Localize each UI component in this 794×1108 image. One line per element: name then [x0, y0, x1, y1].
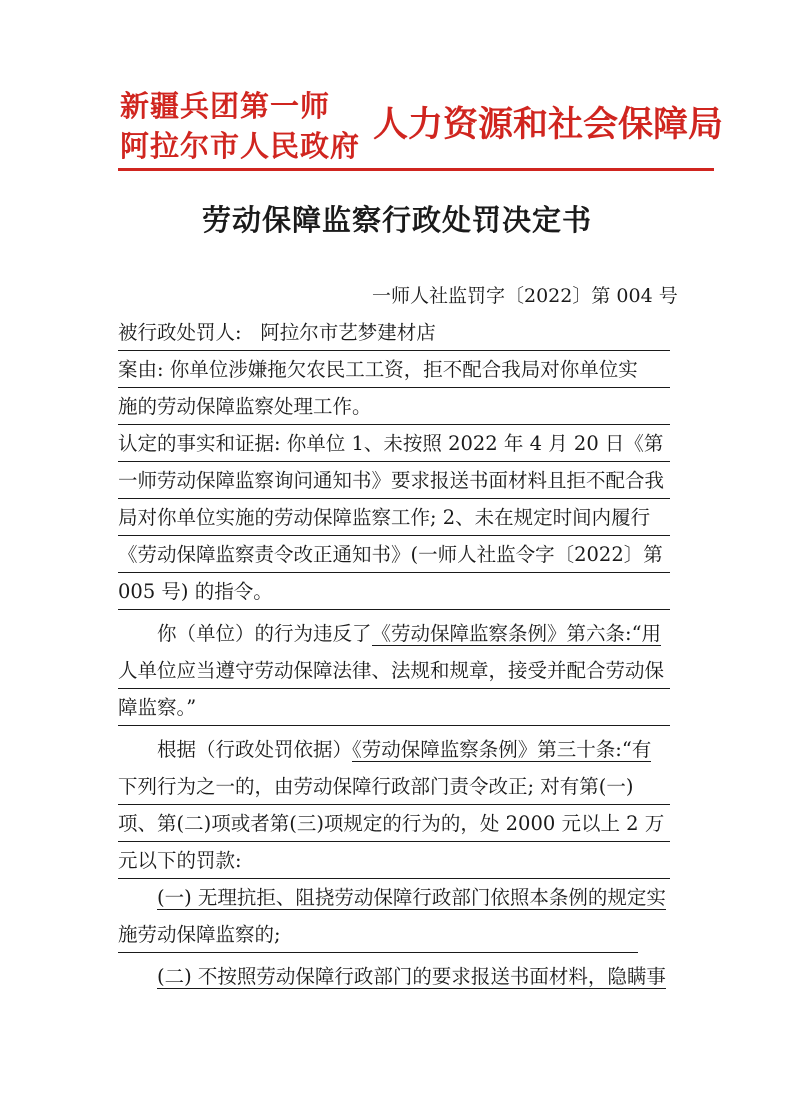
penalized-party-label: 被行政处罚人: — [118, 321, 242, 344]
basis-intro: 根据（行政处罚依据） — [157, 738, 353, 761]
body-line — [118, 429, 670, 462]
case-reason-label: 案由: — [118, 358, 164, 381]
facts-label: 认定的事实和证据: — [118, 432, 281, 455]
violation-intro: 你（单位）的行为违反了 — [157, 622, 372, 645]
body-line: 005 号) 的指令。 — [118, 577, 670, 610]
letterhead-org — [120, 86, 360, 166]
body-line — [118, 883, 709, 915]
body-line — [118, 962, 709, 994]
body-line — [118, 355, 670, 388]
body-line: 施的劳动保障监察处理工作。 — [118, 392, 670, 425]
body-line: 局对你单位实施的劳动保障监察工作; 2、未在规定时间内履行 — [118, 503, 670, 536]
penalty-basis: 《劳动保障监察条例》第三十条:“有 — [352, 738, 652, 761]
body-line: 下列行为之一的，由劳动保障行政部门责令改正; 对有第(一) — [118, 772, 670, 805]
document-number: 一师人社监罚字〔2022〕第 004 号 — [372, 285, 678, 307]
document-title: 劳动保障监察行政处罚决定书 — [201, 203, 592, 237]
violated-regulation: 《劳动保障监察条例》第六条:“用 — [371, 622, 662, 645]
body-line: 《劳动保障监察责令改正通知书》(一师人社监令字〔2022〕第 — [118, 540, 670, 573]
org-line-1: 新疆兵团第一师 — [120, 89, 331, 123]
org-line-2: 阿拉尔市人民政府 — [120, 129, 361, 163]
body-line: 元以下的罚款: — [118, 846, 670, 879]
clause-item-1: (一) 无理抗拒、阻挠劳动保障行政部门依照本条例的规定实 — [157, 886, 666, 909]
letterhead-rule — [118, 168, 714, 171]
body-line: 一师劳动保障监察询问通知书》要求报送书面材料且拒不配合我 — [118, 466, 670, 499]
letterhead — [120, 86, 724, 166]
penalized-party-value: 阿拉尔市艺梦建材店 — [260, 321, 436, 344]
body-line: 人单位应当遵守劳动保障法律、法规和规章，接受并配合劳动保 — [118, 656, 670, 689]
letterhead-bureau: 人力资源和社会保障局 — [373, 104, 724, 145]
body-line: 项、第(二)项或者第(三)项规定的行为的，处 2000 元以上 2 万 — [118, 809, 670, 842]
body-line: 障监察。” — [118, 693, 670, 726]
body-line — [118, 619, 709, 651]
facts-value: 你单位 1、未按照 2022 年 4 月 20 日《第 — [286, 432, 664, 455]
body-line — [118, 318, 670, 351]
body-line — [118, 735, 709, 767]
body-line: 施劳动保障监察的; — [118, 920, 638, 953]
case-reason-value: 你单位涉嫌拖欠农民工工资，拒不配合我局对你单位实 — [169, 358, 638, 381]
clause-item-2: (二) 不按照劳动保障行政部门的要求报送书面材料，隐瞒事 — [157, 965, 666, 988]
